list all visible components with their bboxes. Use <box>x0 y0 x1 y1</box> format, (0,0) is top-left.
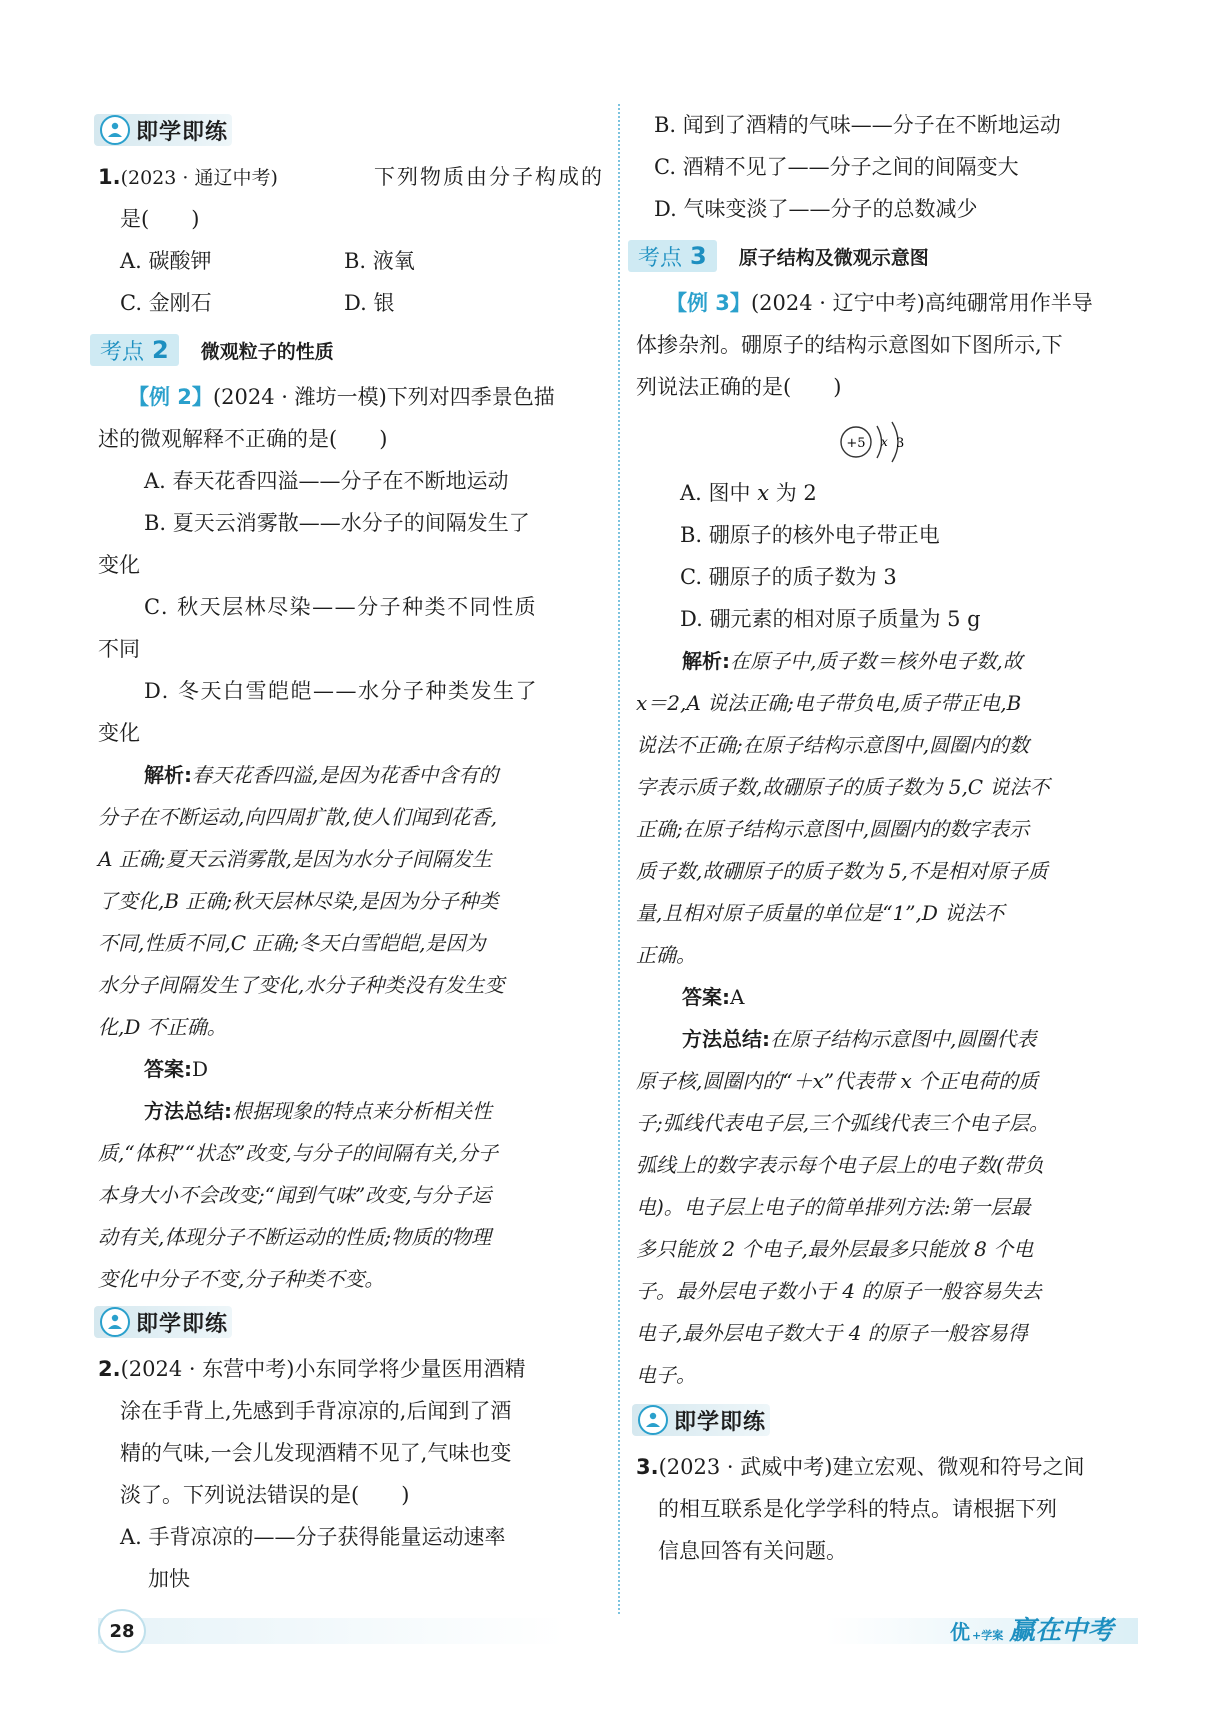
q2-option-b: B. 闻到了酒精的气味——分子在不断地运动 <box>654 113 1061 137</box>
ex2-option-b2: 变化 <box>98 553 140 577</box>
ex3-summary-9: 电子。 <box>636 1363 696 1387</box>
summary-2x2: x <box>900 1069 912 1093</box>
answer-label: 答案: <box>682 985 730 1009</box>
analysis-text: 春天花香四溢,是因为花香中含有的 <box>192 763 499 787</box>
ex3-summary-3: 子;弧线代表电子层,三个弧线代表三个电子层。 <box>636 1111 1050 1135</box>
ex3-analysis-4: 字表示质子数,故硼原子的质子数为 5,C 说法不 <box>636 775 1050 799</box>
opt-a-post: 为 2 <box>769 481 817 505</box>
brand-logo <box>950 1610 1113 1647</box>
q1-option-c: C. 金刚石 <box>120 291 212 315</box>
q1-line2: 是( ) <box>120 207 200 231</box>
summary-text: 根据现象的特点来分析相关性 <box>232 1099 492 1123</box>
example-tag: 【例 2】 <box>128 385 213 409</box>
ex3-option-d: D. 硼元素的相对原子质量为 5 g <box>680 607 981 631</box>
reader-icon <box>100 1307 130 1337</box>
ex3-option-c: C. 硼原子的质子数为 3 <box>680 565 897 589</box>
practice-badge <box>94 1302 604 1342</box>
ex2-option-b1: B. 夏天云消雾散——水分子的间隔发生了 <box>144 511 530 535</box>
badge-label: 即学即练 <box>674 1409 767 1435</box>
kaodian-label: 考点 <box>638 245 683 271</box>
ex2-analysis-3: A 正确;夏天云消雾散,是因为水分子间隔发生 <box>98 847 492 871</box>
ex2-summary-3: 本身大小不会改变;“闻到气味”改变,与分子运 <box>98 1183 492 1207</box>
summary-2x: x <box>812 1069 824 1093</box>
ex2-summary-1 <box>98 1090 604 1132</box>
q2-line1 <box>98 1348 604 1390</box>
answer-value: A <box>730 985 745 1009</box>
q2-option-c: C. 酒精不见了——分子之间的间隔变大 <box>654 155 1019 179</box>
x-var: x <box>636 691 648 715</box>
ex3-summary-6: 多只能放 2 个电子,最外层最多只能放 8 个电 <box>636 1237 1034 1261</box>
ex2-line2: 述的微观解释不正确的是( ) <box>98 427 388 451</box>
analysis-text: ＝2,A 说法正确;电子带负电,质子带正电,B <box>647 691 1022 715</box>
practice-badge <box>94 110 604 150</box>
q2-text: (2024 · 东营中考)小东同学将少量医用酒精 <box>120 1357 526 1381</box>
ex3-line2: 体掺杂剂。硼原子的结构示意图如下图所示,下 <box>636 333 1063 357</box>
ex3-analysis-5: 正确;在原子结构示意图中,圆圈内的数字表示 <box>636 817 1030 841</box>
q3-line3: 信息回答有关问题。 <box>658 1539 847 1563</box>
kaodian-number: 3 <box>690 242 707 270</box>
shell-2-electrons: 3 <box>896 436 905 451</box>
ex3-analysis-8: 正确。 <box>636 943 696 967</box>
analysis-label: 解析: <box>682 649 730 673</box>
ex2-analysis-7: 化,D 不正确。 <box>98 1015 227 1039</box>
q1-option-b: B. 液氧 <box>344 249 415 273</box>
q2-option-a2: 加快 <box>148 1567 190 1591</box>
kaodian-title: 原子结构及微观示意图 <box>738 246 929 269</box>
ex2-analysis-6: 水分子间隔发生了变化,水分子种类没有发生变 <box>98 973 505 997</box>
summary-label: 方法总结: <box>144 1099 232 1123</box>
page-number: 28 <box>98 1609 146 1653</box>
ex2-summary-2: 质,“体积”“状态”改变,与分子的间隔有关,分子 <box>98 1141 498 1165</box>
answer-label: 答案: <box>144 1057 192 1081</box>
ex3-line1 <box>636 282 1142 324</box>
ex3-analysis-1 <box>636 640 1142 682</box>
summary-2a: 原子核,圆圈内的“＋ <box>636 1069 813 1093</box>
summary-label: 方法总结: <box>682 1027 770 1051</box>
ex2-text: (2024 · 潍坊一模)下列对四季景色描 <box>212 385 555 409</box>
ex2-analysis-4: 了变化,B 正确;秋天层林尽染,是因为分子种类 <box>98 889 499 913</box>
ex3-summary-5: 电)。电子层上电子的简单排列方法:第一层最 <box>636 1195 1031 1219</box>
ex3-summary-7: 子。最外层电子数小于 4 的原子一般容易失去 <box>636 1279 1042 1303</box>
boron-atom-diagram <box>636 408 1142 472</box>
q3-line1 <box>636 1446 1142 1488</box>
ex2-option-d1: D. 冬天白雪皑皑——水分子种类发生了 <box>144 679 538 703</box>
summary-2b: ”代表带 <box>823 1069 901 1093</box>
practice-badge <box>632 1400 1142 1440</box>
q1-option-d: D. 银 <box>344 291 395 315</box>
q1-source: (2023 · 通辽中考) <box>120 167 278 189</box>
ex3-analysis-6: 质子数,故硼原子的质子数为 5,不是相对原子质 <box>636 859 1048 883</box>
ex2-line1 <box>98 376 604 418</box>
q2-line3: 精的气味,一会儿发现酒精不见了,气味也变 <box>120 1441 512 1465</box>
q2-line4: 淡了。下列说法错误的是( ) <box>120 1483 410 1507</box>
ex2-option-d2: 变化 <box>98 721 140 745</box>
left-column <box>98 110 604 1600</box>
nucleus-charge: +5 <box>846 436 866 451</box>
ex3-text: (2024 · 辽宁中考)高纯硼常用作半导 <box>750 291 1093 315</box>
q3-line2: 的相互联系是化学学科的特点。请根据下列 <box>658 1497 1057 1521</box>
brand-part-2: +学案 <box>972 1629 1004 1642</box>
brand-part-1: 优 <box>950 1620 970 1644</box>
ex3-summary-1 <box>636 1018 1142 1060</box>
opt-a-pre: A. 图中 <box>680 481 758 505</box>
q2-number: 2. <box>98 1357 121 1381</box>
summary-2c: 个正电荷的质 <box>911 1069 1039 1093</box>
ex3-summary-2 <box>636 1060 1142 1102</box>
ex2-option-c2: 不同 <box>98 637 140 661</box>
ex2-analysis-5: 不同,性质不同,C 正确;冬天白雪皑皑,是因为 <box>98 931 486 955</box>
ex2-summary-5: 变化中分子不变,分子种类不变。 <box>98 1267 385 1291</box>
q1-options-row2 <box>98 282 604 324</box>
q1-number: 1. <box>98 165 121 189</box>
ex2-option-a: A. 春天花香四溢——分子在不断地运动 <box>144 469 509 493</box>
shell-1-electrons: x <box>881 435 888 449</box>
kaodian-title: 微观粒子的性质 <box>200 340 334 363</box>
brand-part-3: 赢在中考 <box>1009 1616 1114 1646</box>
q3-text: (2023 · 武威中考)建立宏观、微观和符号之间 <box>658 1455 1085 1479</box>
badge-label: 即学即练 <box>136 119 229 145</box>
ex3-answer <box>636 976 1142 1018</box>
analysis-text: 在原子中,质子数＝核外电子数,故 <box>730 649 1023 673</box>
ex3-analysis-7: 量,且相对原子质量的单位是“1”,D 说法不 <box>636 901 1005 925</box>
kaodian-2-header <box>90 330 604 370</box>
q2-line2: 涂在手背上,先感到手背凉凉的,后闻到了酒 <box>120 1399 512 1423</box>
ex3-option-a <box>636 472 1142 514</box>
ex3-option-b: B. 硼原子的核外电子带正电 <box>680 523 940 547</box>
q2-option-a1: A. 手背凉凉的——分子获得能量运动速率 <box>120 1525 506 1549</box>
kaodian-number: 2 <box>152 336 169 364</box>
ex2-option-c1: C. 秋天层林尽染——分子种类不同性质 <box>144 595 538 619</box>
ex3-summary-8: 电子,最外层电子数大于 4 的原子一般容易得 <box>636 1321 1028 1345</box>
column-divider <box>618 104 620 1614</box>
q1-line1 <box>98 156 604 198</box>
ex3-line3: 列说法正确的是( ) <box>636 375 842 399</box>
right-column <box>636 104 1142 1572</box>
summary-text: 在原子结构示意图中,圆圈代表 <box>770 1027 1037 1051</box>
reader-icon <box>100 115 130 145</box>
ex2-analysis-1 <box>98 754 604 796</box>
ex2-summary-4: 动有关,体现分子不断运动的性质;物质的物理 <box>98 1225 492 1249</box>
ex3-analysis-2 <box>636 682 1142 724</box>
example-tag: 【例 3】 <box>666 291 751 315</box>
opt-a-x: x <box>757 481 770 505</box>
ex3-analysis-3: 说法不正确;在原子结构示意图中,圆圈内的数 <box>636 733 1030 757</box>
q1-option-a: A. 碳酸钾 <box>120 249 212 273</box>
ex2-analysis-2: 分子在不断运动,向四周扩散,使人们闻到花香, <box>98 805 498 829</box>
q1-options-row1 <box>98 240 604 282</box>
q3-number: 3. <box>636 1455 659 1479</box>
q2-option-d: D. 气味变淡了——分子的总数减少 <box>654 197 978 221</box>
ex3-summary-4: 弧线上的数字表示每个电子层上的电子数(带负 <box>636 1153 1044 1177</box>
kaodian-3-header <box>628 236 1142 276</box>
answer-value: D <box>192 1057 209 1081</box>
reader-icon <box>638 1405 668 1435</box>
kaodian-label: 考点 <box>100 339 145 365</box>
q1-text: 下列物质由分子构成的 <box>374 165 604 189</box>
ex2-answer <box>98 1048 604 1090</box>
analysis-label: 解析: <box>144 763 192 787</box>
badge-label: 即学即练 <box>136 1311 229 1337</box>
